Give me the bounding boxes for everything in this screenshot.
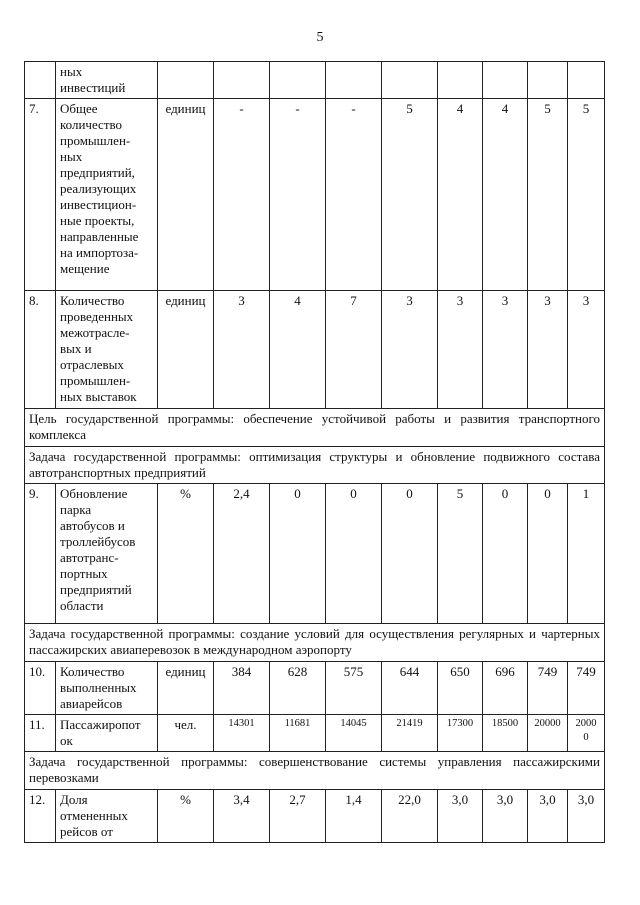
row-number: 8.	[25, 291, 56, 409]
value-cell	[214, 62, 270, 99]
indicator-name: Количество проведенных межотрасле- вых и отраслевых промышлен- ных выставок	[56, 291, 158, 409]
value-cell	[483, 62, 528, 99]
value-cell: 2000 0	[568, 715, 605, 752]
value-cell: 18500	[483, 715, 528, 752]
value-cell: 3,0	[483, 790, 528, 843]
unit-cell	[158, 62, 214, 99]
value-cell: -	[214, 99, 270, 291]
value-cell: 628	[270, 662, 326, 715]
goal-row	[25, 752, 605, 790]
value-cell: 0	[483, 484, 528, 624]
value-cell: 696	[483, 662, 528, 715]
value-cell: 11681	[270, 715, 326, 752]
table-row	[25, 62, 605, 99]
indicator-name: Обновление парка автобусов и троллейбусов автотранс- портных предприятий области	[56, 484, 158, 624]
row-number: 11.	[25, 715, 56, 752]
value-cell: -	[326, 99, 382, 291]
value-cell: 14301	[214, 715, 270, 752]
unit-cell: %	[158, 484, 214, 624]
table-row	[25, 662, 605, 715]
unit-cell: чел.	[158, 715, 214, 752]
indicator-name: ных инвестиций	[56, 62, 158, 99]
table-row	[25, 715, 605, 752]
value-cell: 650	[438, 662, 483, 715]
indicator-name: Доля отмененных рейсов от	[56, 790, 158, 843]
value-cell: 21419	[382, 715, 438, 752]
value-cell: 749	[568, 662, 605, 715]
table-row	[25, 484, 605, 624]
goal-text: Задача государственной программы: оптимизация структуры и обновление подвижного состава автотранспортных предприятий	[25, 447, 605, 484]
value-cell: 3	[483, 291, 528, 409]
indicator-name: Общее количество промышлен- ных предприятий, реализующих инвестицион- ные проекты, направленные на импортоза- мещение	[56, 99, 158, 291]
value-cell: 5	[438, 484, 483, 624]
value-cell: 0	[326, 484, 382, 624]
value-cell: 3	[214, 291, 270, 409]
value-cell: 1	[568, 484, 605, 624]
unit-cell: единиц	[158, 662, 214, 715]
table-row	[25, 790, 605, 843]
goal-row	[25, 624, 605, 662]
page-number: 5	[316, 30, 324, 45]
value-cell: 4	[438, 99, 483, 291]
value-cell: -	[270, 99, 326, 291]
value-cell: 384	[214, 662, 270, 715]
value-cell	[568, 62, 605, 99]
goal-row	[25, 447, 605, 484]
value-cell: 3	[568, 291, 605, 409]
goal-text: Цель государственной программы: обеспечение устойчивой работы и развития транспортного комплекса	[25, 409, 605, 447]
table-row	[25, 99, 605, 291]
indicator-name: Пассажиропот ок	[56, 715, 158, 752]
value-cell: 5	[568, 99, 605, 291]
value-cell: 0	[528, 484, 568, 624]
value-cell: 3,0	[568, 790, 605, 843]
value-cell: 22,0	[382, 790, 438, 843]
unit-cell: единиц	[158, 99, 214, 291]
value-cell	[326, 62, 382, 99]
value-cell: 14045	[326, 715, 382, 752]
value-cell: 5	[382, 99, 438, 291]
indicators-table	[24, 61, 605, 843]
value-cell: 0	[270, 484, 326, 624]
value-cell: 3	[382, 291, 438, 409]
table-row	[25, 291, 605, 409]
value-cell: 4	[270, 291, 326, 409]
value-cell: 3,0	[528, 790, 568, 843]
goal-row	[25, 409, 605, 447]
value-cell: 5	[528, 99, 568, 291]
value-cell	[270, 62, 326, 99]
row-number: 12.	[25, 790, 56, 843]
value-cell: 644	[382, 662, 438, 715]
row-number: 9.	[25, 484, 56, 624]
value-cell	[382, 62, 438, 99]
goal-text: Задача государственной программы: создание условий для осуществления регулярных и чартерных пассажирских авиаперевозок в международном аэропорту	[25, 624, 605, 662]
unit-cell: %	[158, 790, 214, 843]
value-cell: 575	[326, 662, 382, 715]
value-cell	[438, 62, 483, 99]
value-cell: 7	[326, 291, 382, 409]
row-number: 10.	[25, 662, 56, 715]
value-cell: 3	[528, 291, 568, 409]
value-cell: 749	[528, 662, 568, 715]
row-number: 7.	[25, 99, 56, 291]
value-cell: 20000	[528, 715, 568, 752]
row-number	[25, 62, 56, 99]
goal-text: Задача государственной программы: совершенствование системы управления пассажирскими перевозками	[25, 752, 605, 790]
unit-cell: единиц	[158, 291, 214, 409]
value-cell: 3,0	[438, 790, 483, 843]
value-cell: 1,4	[326, 790, 382, 843]
value-cell	[528, 62, 568, 99]
value-cell: 3,4	[214, 790, 270, 843]
value-cell: 17300	[438, 715, 483, 752]
value-cell: 2,7	[270, 790, 326, 843]
value-cell: 3	[438, 291, 483, 409]
value-cell: 2,4	[214, 484, 270, 624]
value-cell: 0	[382, 484, 438, 624]
indicator-name: Количество выполненных авиарейсов	[56, 662, 158, 715]
value-cell: 4	[483, 99, 528, 291]
